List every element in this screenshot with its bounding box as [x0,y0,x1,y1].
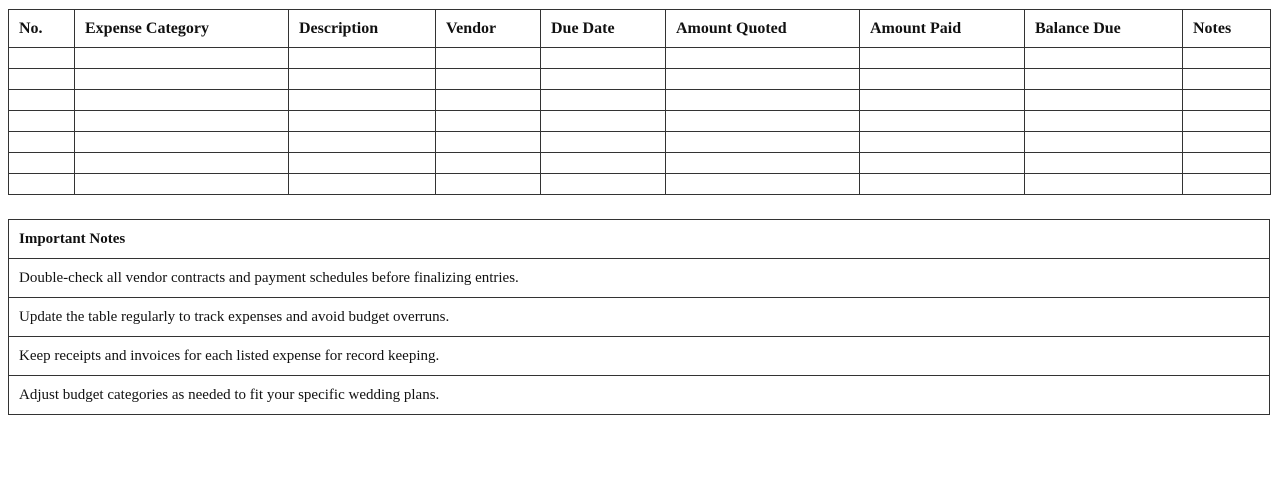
table-cell[interactable] [860,153,1025,174]
table-cell[interactable] [289,111,436,132]
table-cell[interactable] [666,90,860,111]
table-cell[interactable] [541,174,666,195]
table-cell[interactable] [860,90,1025,111]
table-cell[interactable] [666,174,860,195]
column-header-due-date: Due Date [541,10,666,48]
table-cell[interactable] [436,111,541,132]
table-cell[interactable] [666,132,860,153]
table-cell[interactable] [289,174,436,195]
note-item: Adjust budget categories as needed to fit your specific wedding plans. [9,376,1270,415]
table-cell[interactable] [436,69,541,90]
table-cell[interactable] [75,90,289,111]
table-cell[interactable] [436,153,541,174]
column-header-notes: Notes [1183,10,1271,48]
table-row [9,90,1271,111]
table-cell[interactable] [860,48,1025,69]
table-cell[interactable] [1183,174,1271,195]
note-item: Keep receipts and invoices for each listed expense for record keeping. [9,337,1270,376]
table-cell[interactable] [75,174,289,195]
table-cell[interactable] [1025,48,1183,69]
table-cell[interactable] [9,48,75,69]
table-cell[interactable] [1025,153,1183,174]
note-row [9,298,1270,337]
expense-table [8,9,1271,195]
table-cell[interactable] [1183,132,1271,153]
table-cell[interactable] [289,153,436,174]
expense-table-body [9,48,1271,195]
table-cell[interactable] [9,111,75,132]
table-cell[interactable] [75,69,289,90]
table-cell[interactable] [9,69,75,90]
table-cell[interactable] [1025,132,1183,153]
table-cell[interactable] [541,48,666,69]
table-cell[interactable] [666,48,860,69]
table-cell[interactable] [541,153,666,174]
table-cell[interactable] [1183,153,1271,174]
table-cell[interactable] [860,174,1025,195]
table-cell[interactable] [75,111,289,132]
column-header-amount-paid: Amount Paid [860,10,1025,48]
table-row [9,69,1271,90]
table-cell[interactable] [75,153,289,174]
note-item: Double-check all vendor contracts and payment schedules before finalizing entries. [9,259,1270,298]
table-cell[interactable] [860,132,1025,153]
table-cell[interactable] [1183,90,1271,111]
table-cell[interactable] [9,132,75,153]
table-cell[interactable] [860,69,1025,90]
table-row [9,111,1271,132]
column-header-balance-due: Balance Due [1025,10,1183,48]
column-header-vendor: Vendor [436,10,541,48]
table-cell[interactable] [1025,174,1183,195]
table-row [9,174,1271,195]
table-cell[interactable] [75,48,289,69]
table-cell[interactable] [1183,69,1271,90]
table-cell[interactable] [541,69,666,90]
table-cell[interactable] [1025,111,1183,132]
note-row [9,337,1270,376]
table-cell[interactable] [289,90,436,111]
table-cell[interactable] [1025,90,1183,111]
important-notes-table [8,219,1270,415]
table-cell[interactable] [666,69,860,90]
table-cell[interactable] [289,69,436,90]
table-cell[interactable] [289,48,436,69]
table-cell[interactable] [541,90,666,111]
table-cell[interactable] [666,111,860,132]
important-notes-header-row [9,220,1270,259]
table-cell[interactable] [436,90,541,111]
note-row [9,376,1270,415]
table-cell[interactable] [9,90,75,111]
table-cell[interactable] [436,174,541,195]
note-row [9,259,1270,298]
column-header-amount-quoted: Amount Quoted [666,10,860,48]
column-header-description: Description [289,10,436,48]
table-cell[interactable] [9,153,75,174]
table-cell[interactable] [666,153,860,174]
table-row [9,48,1271,69]
table-row [9,132,1271,153]
table-cell[interactable] [541,132,666,153]
table-cell[interactable] [436,132,541,153]
table-cell[interactable] [75,132,289,153]
table-cell[interactable] [1183,111,1271,132]
important-notes-title: Important Notes [9,220,1270,259]
table-cell[interactable] [289,132,436,153]
note-item: Update the table regularly to track expenses and avoid budget overruns. [9,298,1270,337]
table-cell[interactable] [1025,69,1183,90]
table-row [9,153,1271,174]
column-header-expense-category: Expense Category [75,10,289,48]
table-cell[interactable] [436,48,541,69]
table-cell[interactable] [1183,48,1271,69]
table-cell[interactable] [9,174,75,195]
table-cell[interactable] [860,111,1025,132]
expense-table-header-row [9,10,1271,48]
table-cell[interactable] [541,111,666,132]
column-header-no: No. [9,10,75,48]
